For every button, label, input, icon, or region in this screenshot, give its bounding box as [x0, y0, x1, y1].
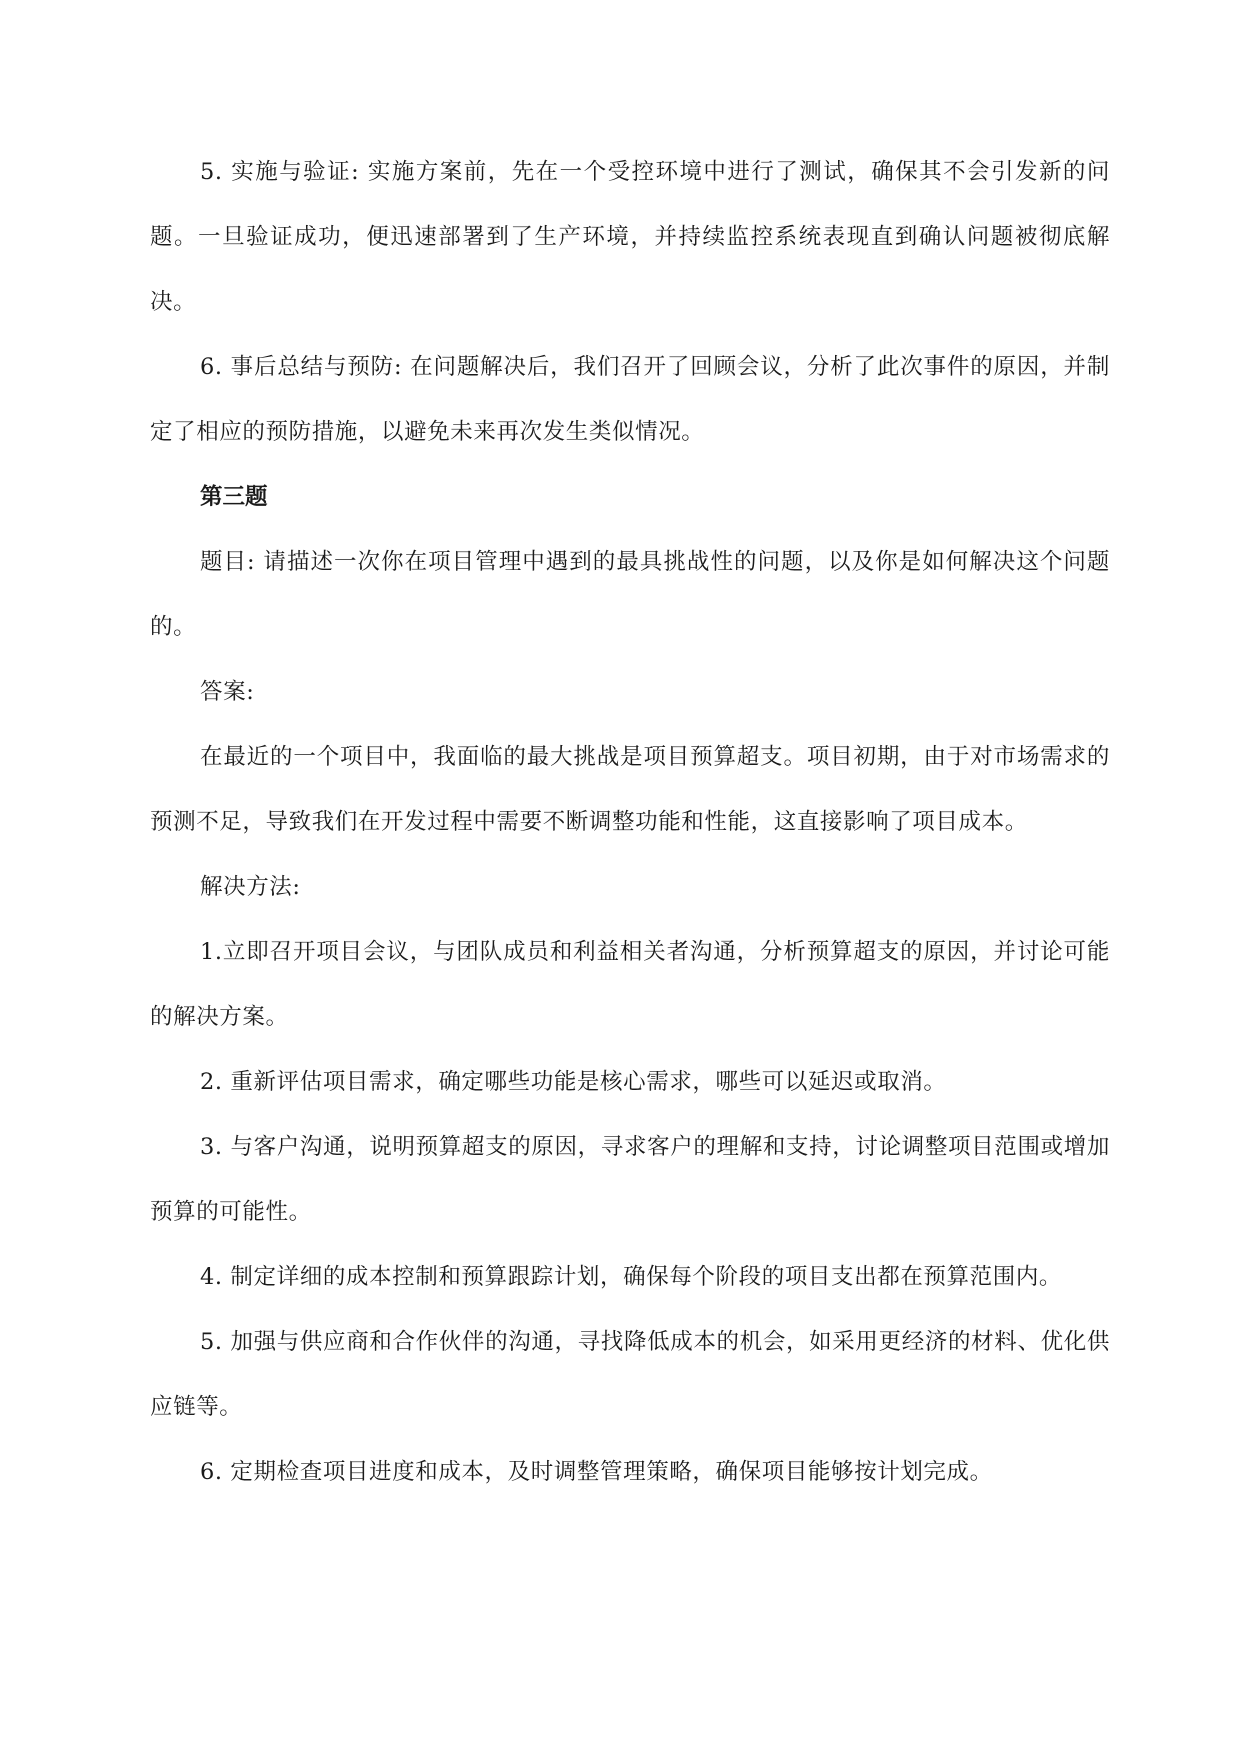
answer-label: 答案:	[200, 679, 255, 705]
solution-step-5: 5. 加强与供应商和合作伙伴的沟通，寻找降低成本的机会，如采用更经济的材料、优化供应链等。	[150, 1329, 1110, 1420]
solution-step-3: 3. 与客户沟通，说明预算超支的原因，寻求客户的理解和支持，讨论调整项目范围或增加预算的可能性。	[150, 1134, 1110, 1225]
paragraph-postmortem-prevention: 6. 事后总结与预防: 在问题解决后，我们召开了回顾会议，分析了此次事件的原因，并制定了相应的预防措施，以避免未来再次发生类似情况。	[150, 354, 1110, 445]
paragraph-implementation-verification: 5. 实施与验证: 实施方案前，先在一个受控环境中进行了测试，确保其不会引发新的问题。一旦验证成功，便迅速部署到了生产环境，并持续监控系统表现直到确认问题被彻底解决。	[150, 159, 1110, 315]
section-heading: 第三题	[200, 484, 268, 510]
document-page	[150, 140, 1110, 1505]
question-text: 题目: 请描述一次你在项目管理中遇到的最具挑战性的问题，以及你是如何解决这个问题的。	[150, 549, 1110, 640]
solution-label: 解决方法:	[200, 874, 301, 900]
solution-step-2: 2. 重新评估项目需求，确定哪些功能是核心需求，哪些可以延迟或取消。	[200, 1069, 947, 1095]
solution-step-6: 6. 定期检查项目进度和成本，及时调整管理策略，确保项目能够按计划完成。	[200, 1459, 993, 1485]
solution-step-4: 4. 制定详细的成本控制和预算跟踪计划，确保每个阶段的项目支出都在预算范围内。	[200, 1264, 1063, 1290]
solution-step-1: 1.立即召开项目会议，与团队成员和利益相关者沟通，分析预算超支的原因，并讨论可能的解决方案。	[150, 939, 1110, 1030]
answer-intro: 在最近的一个项目中，我面临的最大挑战是项目预算超支。项目初期，由于对市场需求的预测不足，导致我们在开发过程中需要不断调整功能和性能，这直接影响了项目成本。	[150, 744, 1110, 835]
